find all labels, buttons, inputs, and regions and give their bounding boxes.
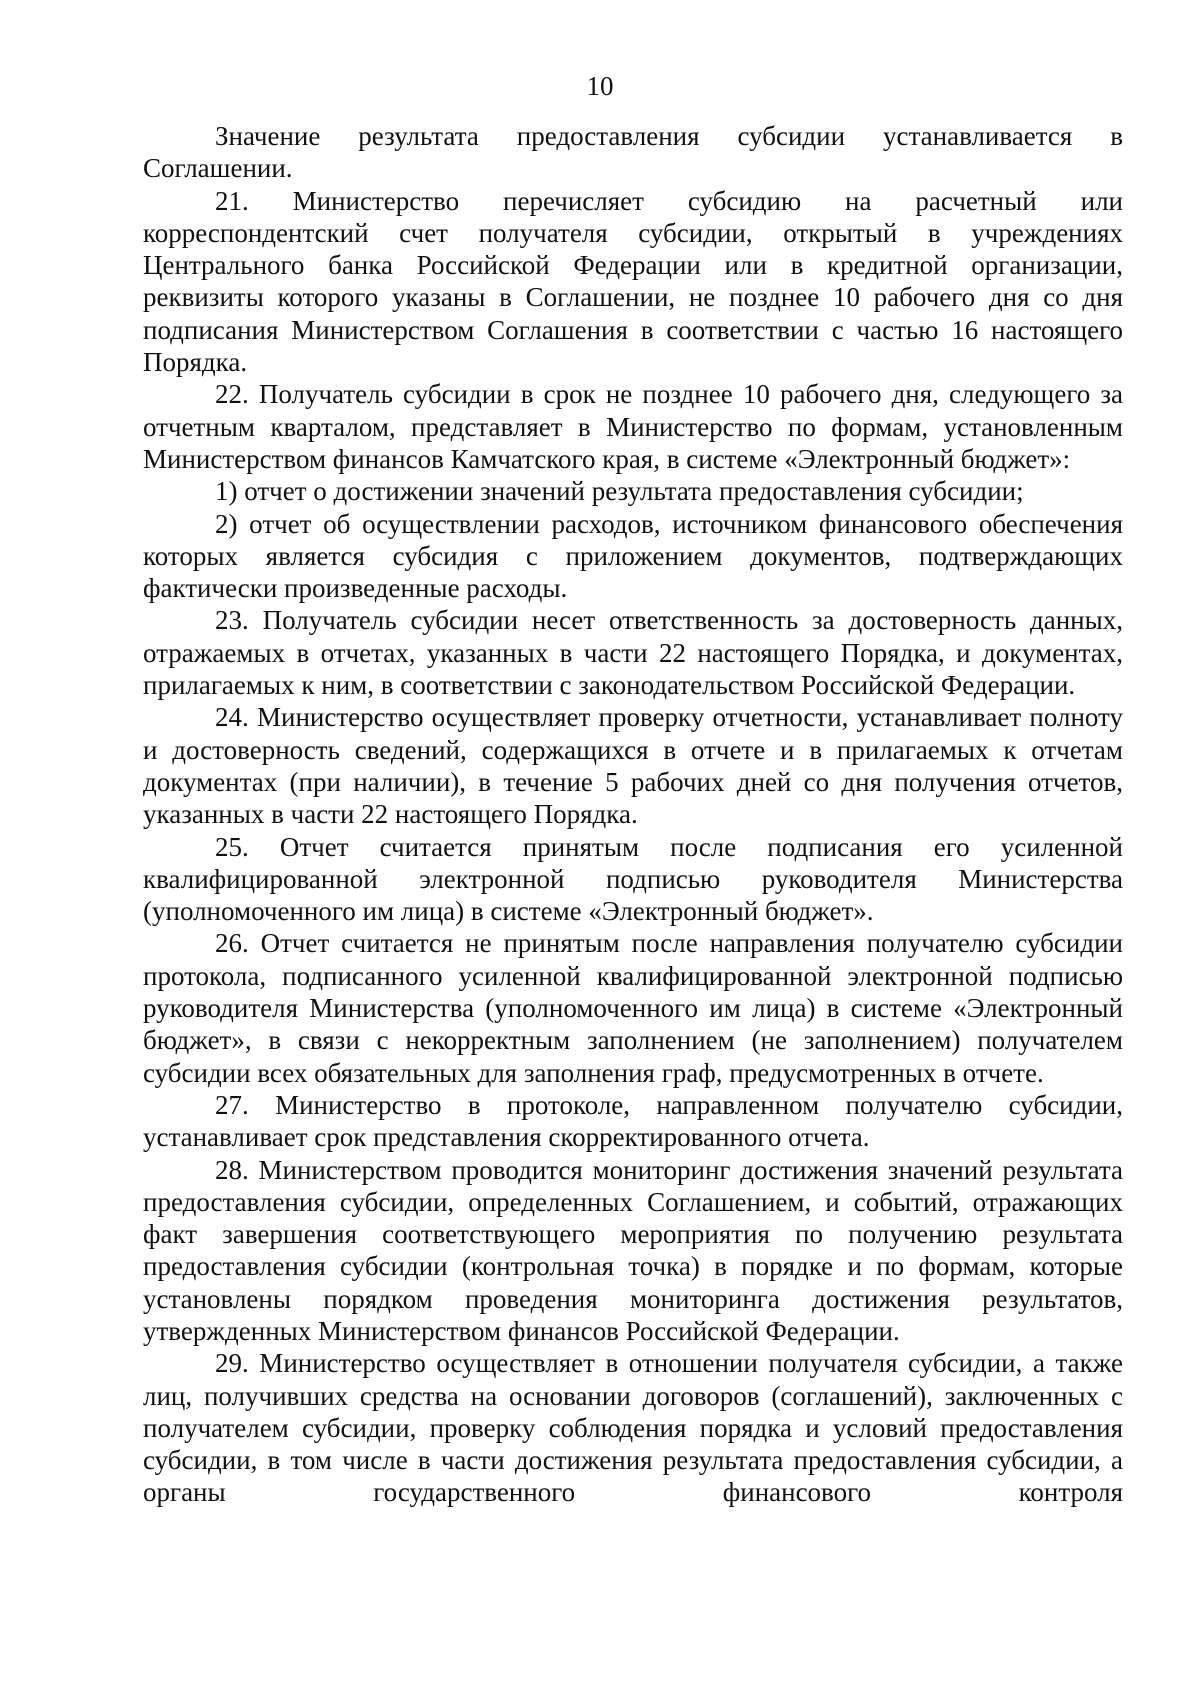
paragraph-26: 26. Отчет считается не принятым после направления получателю субсидии протокола, подписанного усиленной квалифицированной электронной подписью руководителя Министерства (уполномоченного им лица) в системе «Электронный бюджет», в связи с некорректным заполнением (не заполнением) получателем субсидии всех обязательных для заполнения граф, предусмотренных в отчете. xyxy=(143,928,1123,1088)
document-body xyxy=(143,120,1123,1509)
paragraph-24: 24. Министерство осуществляет проверку отчетности, устанавливает полноту и достоверность сведений, содержащихся в отчете и в прилагаемых к отчетам документах (при наличии), в течение 5 рабочих дней со дня получения отчетов, указанных в части 22 настоящего Порядка. xyxy=(143,702,1123,830)
paragraph-22-item-2: 2) отчет об осуществлении расходов, источником финансового обеспечения которых является субсидия с приложением документов, подтверждающих фактически произведенные расходы. xyxy=(143,508,1123,604)
paragraph-23: 23. Получатель субсидии несет ответственность за достоверность данных, отражаемых в отчетах, указанных в части 22 настоящего Порядка, и документах, прилагаемых к ним, в соответствии с законодательством Российской Федерации. xyxy=(143,605,1123,701)
page-number: 10 xyxy=(586,71,614,101)
paragraph-29: 29. Министерство осуществляет в отношении получателя субсидии, а также лиц, получивших средства на основании договоров (соглашений), заключенных с получателем субсидии, проверку соблюдения порядка и условий предоставления субсидии, в том числе в части достижения результата предоставления субсидии, а органы государственного финансового контроля xyxy=(143,1348,1123,1508)
paragraph-result-value: Значение результата предоставления субсидии устанавливается в Соглашении. xyxy=(143,121,1123,184)
paragraph-21: 21. Министерство перечисляет субсидию на расчетный или корреспондентский счет получателя субсидии, открытый в учреждениях Центрального банка Российской Федерации или в кредитной организации, реквизиты которого указаны в Соглашении, не позднее 10 рабочего дня со дня подписания Министерством Соглашения в соответствии с частью 16 настоящего Порядка. xyxy=(143,185,1123,378)
paragraph-22: 22. Получатель субсидии в срок не позднее 10 рабочего дня, следующего за отчетным кварталом, представляет в Министерство по формам, установленным Министерством финансов Камчатского края, в системе «Электронный бюджет»: xyxy=(143,379,1123,474)
paragraph-28: 28. Министерством проводится мониторинг достижения значений результата предоставления субсидии, определенных Соглашением, и событий, отражающих факт завершения соответствующего мероприятия по получению результата предоставления субсидии (контрольная точка) в порядке и по формам, которые установлены порядком проведения мониторинга достижения результатов, утвержденных Министерством финансов Российской Федерации. xyxy=(143,1154,1123,1346)
paragraph-22-item-1: 1) отчет о достижении значений результата предоставления субсидии; xyxy=(215,476,1024,507)
paragraph-25: 25. Отчет считается принятым после подписания его усиленной квалифицированной электронной подписью руководителя Министерства (уполномоченного им лица) в системе «Электронный бюджет». xyxy=(143,831,1123,927)
paragraph-27: 27. Министерство в протоколе, направленном получателю субсидии, устанавливает срок представления скорректированного отчета. xyxy=(143,1089,1123,1153)
